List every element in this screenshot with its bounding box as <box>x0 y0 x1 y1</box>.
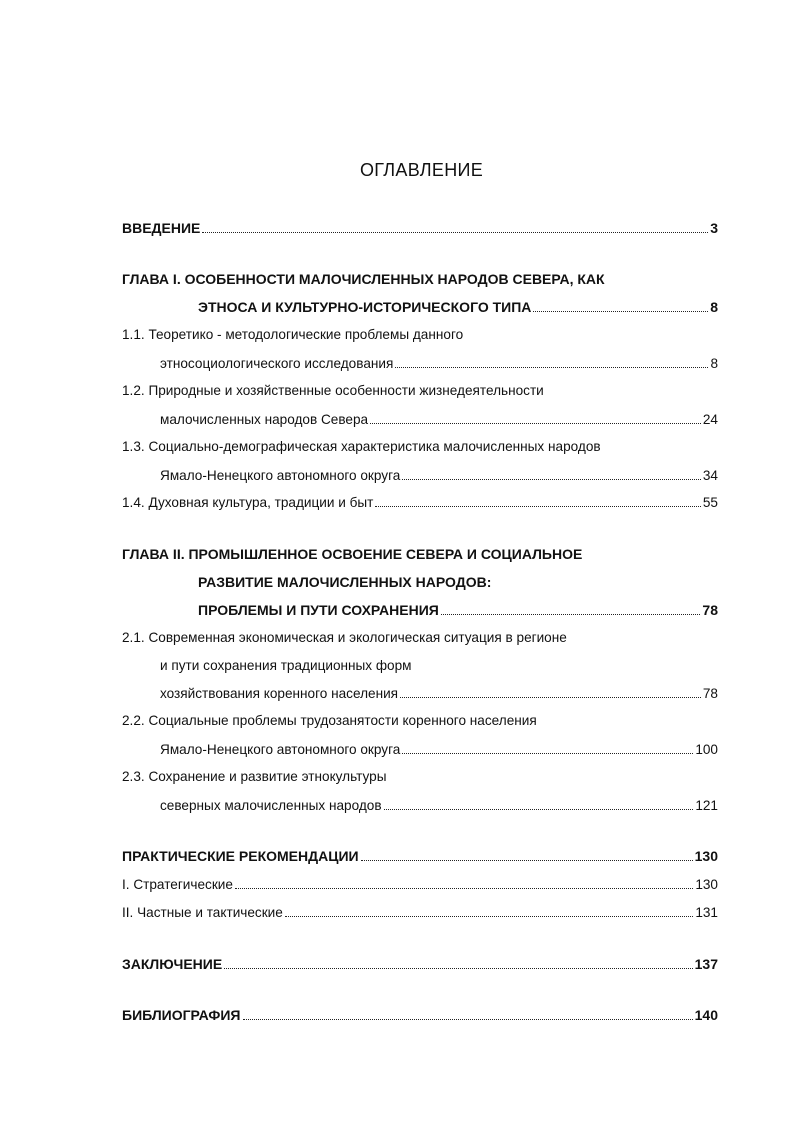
toc-entry-page: 100 <box>695 742 718 757</box>
leader-dots <box>361 847 693 861</box>
toc-entry-label: ПРОБЛЕМЫ И ПУТИ СОХРАНЕНИЯ <box>198 602 439 618</box>
toc-entry-label: 1.4. Духовная культура, традиции и быт <box>122 495 374 510</box>
leader-dots <box>202 219 708 233</box>
toc-entry-page: 8 <box>710 356 718 371</box>
toc-entry-section-1-1[interactable] <box>160 354 718 372</box>
leader-dots <box>384 796 694 810</box>
section-2-1-line1: 2.1. Современная экономическая и экологическая ситуация в регионе <box>122 630 567 645</box>
toc-entry-label: БИБЛИОГРАФИЯ <box>122 1007 241 1023</box>
chapter2-heading-line2: РАЗВИТИЕ МАЛОЧИСЛЕННЫХ НАРОДОВ: <box>198 574 492 590</box>
toc-entry-label: II. Частные и тактические <box>122 905 283 920</box>
section-2-3-line1: 2.3. Сохранение и развитие этнокультуры <box>122 769 387 784</box>
toc-entry-section-1-2[interactable] <box>160 410 718 428</box>
leader-dots <box>400 684 701 698</box>
toc-entry-label: ЗАКЛЮЧЕНИЕ <box>122 956 223 972</box>
section-2-1-line2: и пути сохранения традиционных форм <box>160 658 412 673</box>
toc-entry-label: Ямало-Ненецкого автономного округа <box>160 742 401 757</box>
leader-dots <box>375 493 700 507</box>
toc-entry-label: малочисленных народов Севера <box>160 412 369 427</box>
toc-entry-section-2-3[interactable] <box>160 796 718 814</box>
toc-entry-page: 3 <box>710 220 718 236</box>
toc-entry-label: Ямало-Ненецкого автономного округа <box>160 468 401 483</box>
toc-entry-label: этносоциологического исследования <box>160 356 394 371</box>
leader-dots <box>370 410 701 424</box>
leader-dots <box>285 903 693 917</box>
leader-dots <box>533 298 708 312</box>
toc-entry-page: 130 <box>694 848 718 864</box>
toc-entry-tactical[interactable] <box>122 903 718 921</box>
toc-entry-label: ЭТНОСА И КУЛЬТУРНО-ИСТОРИЧЕСКОГО ТИПА <box>198 299 532 315</box>
leader-dots <box>243 1006 693 1020</box>
section-1-1-line1: 1.1. Теоретико - методологические проблемы данного <box>122 327 464 342</box>
toc-entry-page: 140 <box>694 1007 718 1023</box>
toc-entry-label: северных малочисленных народов <box>160 798 382 813</box>
chapter2-heading-line1: ГЛАВА II. ПРОМЫШЛЕННОЕ ОСВОЕНИЕ СЕВЕРА И СОЦИАЛЬНОЕ <box>122 546 583 562</box>
toc-entry-page: 34 <box>702 468 718 483</box>
leader-dots <box>402 466 701 480</box>
toc-entry-strategic[interactable] <box>122 875 718 893</box>
toc-entry-page: 121 <box>695 798 718 813</box>
toc-entry-page: 8 <box>710 299 718 315</box>
leader-dots <box>235 875 693 889</box>
toc-entry-chapter1[interactable] <box>198 298 718 316</box>
toc-entry-page: 78 <box>702 602 718 618</box>
toc-entry-section-1-3[interactable] <box>160 466 718 484</box>
toc-entry-label: ПРАКТИЧЕСКИЕ РЕКОМЕНДАЦИИ <box>122 848 359 864</box>
section-1-3-line1: 1.3. Социально-демографическая характеристика малочисленных народов <box>122 439 601 454</box>
toc-entry-chapter2[interactable] <box>198 601 718 619</box>
toc-entry-section-2-1[interactable] <box>160 684 718 702</box>
toc-entry-recommendations[interactable] <box>122 847 718 865</box>
toc-entry-page: 24 <box>702 412 718 427</box>
toc-entry-page: 137 <box>694 956 718 972</box>
toc-entry-label: I. Стратегические <box>122 877 233 892</box>
section-1-2-line1: 1.2. Природные и хозяйственные особенности жизнедеятельности <box>122 383 544 398</box>
section-2-2-line1: 2.2. Социальные проблемы трудозанятости коренного населения <box>122 713 537 728</box>
leader-dots <box>224 955 692 969</box>
leader-dots <box>402 740 693 754</box>
chapter1-heading-line1: ГЛАВА I. ОСОБЕННОСТИ МАЛОЧИСЛЕННЫХ НАРОДОВ СЕВЕРА, КАК <box>122 271 605 287</box>
toc-entry-intro[interactable] <box>122 219 718 237</box>
toc-entry-page: 130 <box>695 877 718 892</box>
toc-entry-label: хозяйствования коренного населения <box>160 686 399 701</box>
toc-entry-bibliography[interactable] <box>122 1006 718 1024</box>
toc-entry-page: 55 <box>702 495 718 510</box>
leader-dots <box>395 354 708 368</box>
toc-entry-section-2-2[interactable] <box>160 740 718 758</box>
toc-entry-page: 78 <box>702 686 718 701</box>
toc-entry-conclusion[interactable] <box>122 955 718 973</box>
leader-dots <box>441 601 701 615</box>
toc-entry-page: 131 <box>695 905 718 920</box>
toc-entry-label: ВВЕДЕНИЕ <box>122 220 201 236</box>
toc-entry-section-1-4[interactable] <box>122 493 718 511</box>
page-title: ОГЛАВЛЕНИЕ <box>359 160 484 180</box>
